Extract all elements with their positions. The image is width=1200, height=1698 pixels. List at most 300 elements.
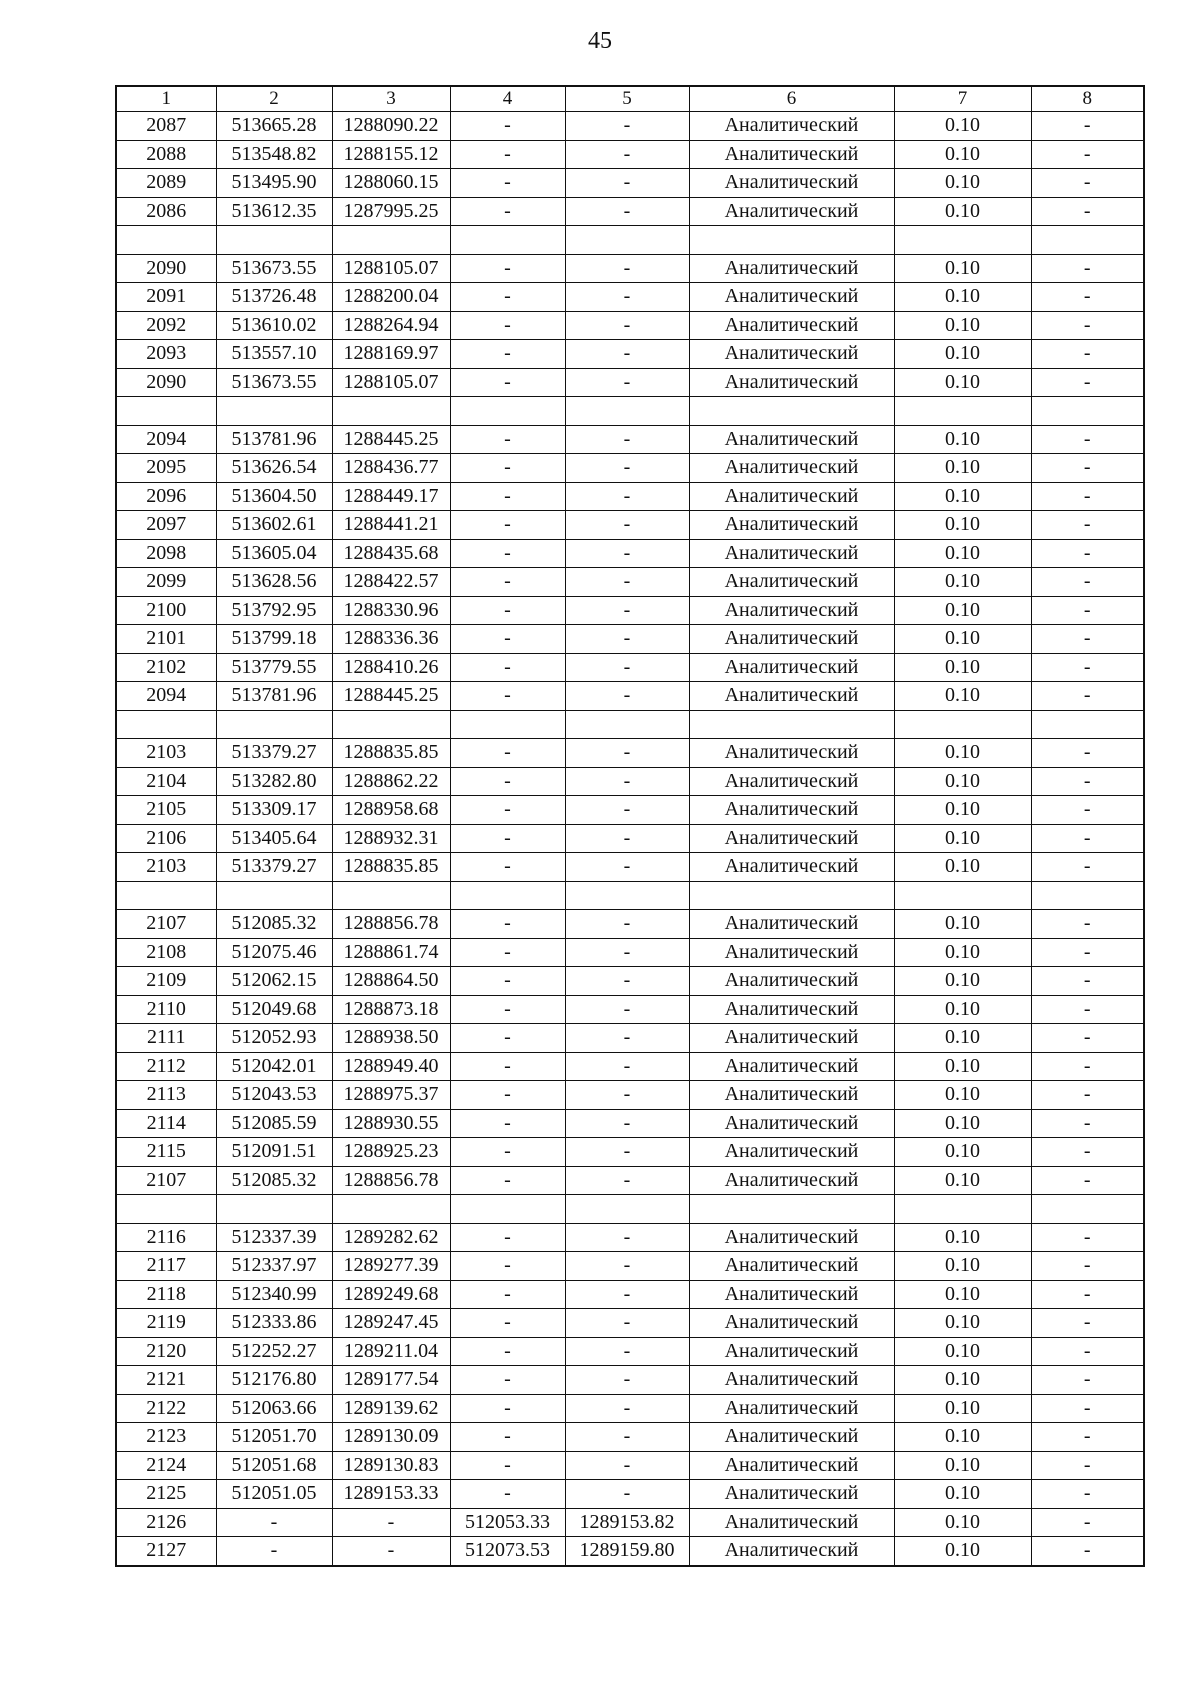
table-cell: 512051.68	[216, 1451, 332, 1480]
table-cell: -	[1031, 739, 1144, 768]
table-cell-empty	[1031, 881, 1144, 910]
table-cell: -	[565, 1280, 689, 1309]
table-cell: -	[1031, 1280, 1144, 1309]
table-cell: Аналитический	[689, 1394, 894, 1423]
table-cell: 2093	[116, 340, 216, 369]
table-cell: 512337.39	[216, 1223, 332, 1252]
table-cell: -	[450, 967, 565, 996]
table-cell: 0.10	[894, 169, 1031, 198]
column-header: 7	[894, 86, 1031, 112]
table-cell-empty	[1031, 397, 1144, 426]
table-cell: -	[450, 910, 565, 939]
table-cell: 2109	[116, 967, 216, 996]
table-cell: -	[565, 283, 689, 312]
table-row	[116, 910, 1144, 939]
table-cell: 513628.56	[216, 568, 332, 597]
table-cell: 1289130.83	[332, 1451, 450, 1480]
table-cell: -	[565, 853, 689, 882]
table-cell: -	[450, 1480, 565, 1509]
table-cell: Аналитический	[689, 169, 894, 198]
table-cell: 0.10	[894, 311, 1031, 340]
table-cell: 512062.15	[216, 967, 332, 996]
table-cell-empty	[565, 881, 689, 910]
table-cell: 1288090.22	[332, 112, 450, 141]
table-cell: -	[1031, 283, 1144, 312]
table-cell: Аналитический	[689, 311, 894, 340]
table-cell: -	[565, 1081, 689, 1110]
table-cell: 1288938.50	[332, 1024, 450, 1053]
table-cell: -	[1031, 910, 1144, 939]
table-cell: 1288330.96	[332, 596, 450, 625]
table-cell: 0.10	[894, 425, 1031, 454]
table-cell: 0.10	[894, 653, 1031, 682]
table-cell: 1288930.55	[332, 1109, 450, 1138]
table-cell-empty	[894, 397, 1031, 426]
table-cell: 1288155.12	[332, 140, 450, 169]
table-cell: 2105	[116, 796, 216, 825]
table-cell: 0.10	[894, 1138, 1031, 1167]
table-cell: 2095	[116, 454, 216, 483]
column-header: 4	[450, 86, 565, 112]
table-cell-empty	[116, 881, 216, 910]
table-cell: 1288410.26	[332, 653, 450, 682]
table-cell: 513282.80	[216, 767, 332, 796]
table-cell-empty	[116, 1195, 216, 1224]
table-cell: -	[1031, 311, 1144, 340]
table-row	[116, 739, 1144, 768]
table-cell-empty	[1031, 1195, 1144, 1224]
table-cell: -	[450, 311, 565, 340]
table-cell: -	[450, 1280, 565, 1309]
table-cell: 1289247.45	[332, 1309, 450, 1338]
table-cell: 2104	[116, 767, 216, 796]
table-cell: Аналитический	[689, 1309, 894, 1338]
table-cell: 513792.95	[216, 596, 332, 625]
table-cell: 2120	[116, 1337, 216, 1366]
table-cell: Аналитический	[689, 910, 894, 939]
table-cell: 0.10	[894, 254, 1031, 283]
table-cell: -	[332, 1537, 450, 1566]
table-cell: -	[450, 739, 565, 768]
table-cell: 512091.51	[216, 1138, 332, 1167]
table-cell: 2097	[116, 511, 216, 540]
table-cell-empty	[450, 226, 565, 255]
table-cell: -	[1031, 596, 1144, 625]
table-cell: 0.10	[894, 368, 1031, 397]
table-row	[116, 425, 1144, 454]
table-cell: 2119	[116, 1309, 216, 1338]
table-cell: -	[565, 254, 689, 283]
table-cell: 512085.32	[216, 910, 332, 939]
column-header: 5	[565, 86, 689, 112]
table-cell-empty	[1031, 710, 1144, 739]
table-cell: 0.10	[894, 1337, 1031, 1366]
table-cell: Аналитический	[689, 340, 894, 369]
table-cell: 1288925.23	[332, 1138, 450, 1167]
table-cell: 0.10	[894, 568, 1031, 597]
table-separator-row	[116, 1195, 1144, 1224]
table-cell: 2098	[116, 539, 216, 568]
table-cell: -	[1031, 853, 1144, 882]
table-cell: 1288200.04	[332, 283, 450, 312]
table-cell: 0.10	[894, 511, 1031, 540]
table-cell: 2091	[116, 283, 216, 312]
table-cell: 512063.66	[216, 1394, 332, 1423]
table-cell: 0.10	[894, 995, 1031, 1024]
table-cell: 1289153.33	[332, 1480, 450, 1509]
table-cell: 0.10	[894, 596, 1031, 625]
table-cell-empty	[450, 710, 565, 739]
table-cell: -	[450, 1166, 565, 1195]
table-cell: 2094	[116, 682, 216, 711]
table-cell: 512075.46	[216, 938, 332, 967]
table-row	[116, 995, 1144, 1024]
table-cell: 2107	[116, 1166, 216, 1195]
table-cell-empty	[216, 226, 332, 255]
table-cell: 513309.17	[216, 796, 332, 825]
table-cell: -	[1031, 1252, 1144, 1281]
table-cell: 0.10	[894, 682, 1031, 711]
table-row	[116, 1081, 1144, 1110]
table-row	[116, 1309, 1144, 1338]
table-cell-empty	[565, 710, 689, 739]
table-cell: -	[450, 1337, 565, 1366]
table-header-row	[116, 86, 1144, 112]
table-cell-empty	[116, 226, 216, 255]
table-cell: -	[1031, 1138, 1144, 1167]
table-cell: 2088	[116, 140, 216, 169]
table-cell-empty	[332, 1195, 450, 1224]
table-separator-row	[116, 710, 1144, 739]
table-cell: -	[450, 1309, 565, 1338]
table-cell: 512176.80	[216, 1366, 332, 1395]
table-cell: Аналитический	[689, 1166, 894, 1195]
table-cell: 1289130.09	[332, 1423, 450, 1452]
table-row	[116, 1480, 1144, 1509]
table-cell: 1289211.04	[332, 1337, 450, 1366]
table-cell-empty	[689, 710, 894, 739]
table-cell: Аналитический	[689, 283, 894, 312]
table-cell: 1288975.37	[332, 1081, 450, 1110]
table-cell: 0.10	[894, 482, 1031, 511]
table-cell: -	[1031, 140, 1144, 169]
table-cell: 1288862.22	[332, 767, 450, 796]
table-cell: -	[450, 1138, 565, 1167]
table-row	[116, 283, 1144, 312]
table-cell: 513405.64	[216, 824, 332, 853]
table-cell: 0.10	[894, 1508, 1031, 1537]
table-cell: 1288336.36	[332, 625, 450, 654]
table-row	[116, 511, 1144, 540]
table-cell: 0.10	[894, 1024, 1031, 1053]
table-cell: -	[565, 169, 689, 198]
page-number: 45	[588, 28, 612, 54]
table-cell: 2100	[116, 596, 216, 625]
table-cell: -	[1031, 1366, 1144, 1395]
table-row	[116, 1537, 1144, 1566]
table-cell: Аналитический	[689, 1451, 894, 1480]
table-cell-empty	[216, 710, 332, 739]
table-cell: 513779.55	[216, 653, 332, 682]
table-cell: 1289153.82	[565, 1508, 689, 1537]
table-cell: 0.10	[894, 1252, 1031, 1281]
table-cell: -	[450, 596, 565, 625]
table-cell: -	[565, 938, 689, 967]
table-cell: -	[1031, 938, 1144, 967]
table-cell: 0.10	[894, 853, 1031, 882]
table-row	[116, 767, 1144, 796]
table-row	[116, 1394, 1144, 1423]
table-cell: -	[1031, 625, 1144, 654]
table-cell: 0.10	[894, 1366, 1031, 1395]
table-cell: 0.10	[894, 910, 1031, 939]
table-cell: -	[450, 169, 565, 198]
table-row	[116, 1337, 1144, 1366]
table-cell: -	[450, 1109, 565, 1138]
table-cell: -	[565, 311, 689, 340]
table-row	[116, 653, 1144, 682]
table-cell: 2092	[116, 311, 216, 340]
table-cell: 512042.01	[216, 1052, 332, 1081]
table-cell: -	[1031, 254, 1144, 283]
table-cell-empty	[450, 397, 565, 426]
table-cell: 512052.93	[216, 1024, 332, 1053]
table-cell: -	[1031, 425, 1144, 454]
table-cell: 2114	[116, 1109, 216, 1138]
table-row	[116, 368, 1144, 397]
table-cell: -	[565, 995, 689, 1024]
table-cell: -	[565, 1109, 689, 1138]
table-cell: 513602.61	[216, 511, 332, 540]
table-row	[116, 1252, 1144, 1281]
table-row	[116, 1366, 1144, 1395]
table-cell: -	[1031, 1223, 1144, 1252]
table-cell: -	[450, 796, 565, 825]
table-cell: -	[450, 112, 565, 141]
table-cell: -	[565, 1337, 689, 1366]
table-cell: -	[565, 340, 689, 369]
column-header: 2	[216, 86, 332, 112]
table-cell: Аналитический	[689, 254, 894, 283]
table-cell: -	[565, 739, 689, 768]
table-cell: Аналитический	[689, 1280, 894, 1309]
table-cell: Аналитический	[689, 1138, 894, 1167]
table-cell: 1288445.25	[332, 425, 450, 454]
table-cell: -	[450, 368, 565, 397]
table-cell: 1288861.74	[332, 938, 450, 967]
table-cell-empty	[450, 1195, 565, 1224]
table-cell: 2124	[116, 1451, 216, 1480]
table-cell: Аналитический	[689, 796, 894, 825]
table-cell-empty	[450, 881, 565, 910]
table-cell: 2110	[116, 995, 216, 1024]
table-cell: -	[565, 1252, 689, 1281]
table-row	[116, 454, 1144, 483]
table-cell: -	[565, 425, 689, 454]
table-row	[116, 1423, 1144, 1452]
table-cell-empty	[689, 1195, 894, 1224]
table-cell: 513673.55	[216, 254, 332, 283]
table-cell: Аналитический	[689, 1223, 894, 1252]
table-cell: -	[450, 653, 565, 682]
table-cell: 0.10	[894, 340, 1031, 369]
table-cell: 2107	[116, 910, 216, 939]
table-cell: -	[1031, 1166, 1144, 1195]
table-row	[116, 1109, 1144, 1138]
table-cell: -	[450, 938, 565, 967]
table-cell: Аналитический	[689, 938, 894, 967]
table-cell: 1287995.25	[332, 197, 450, 226]
table-cell: 512043.53	[216, 1081, 332, 1110]
table-cell: 1288932.31	[332, 824, 450, 853]
table-cell: 0.10	[894, 112, 1031, 141]
table-cell: -	[450, 995, 565, 1024]
table-cell: -	[450, 767, 565, 796]
table-cell: 0.10	[894, 967, 1031, 996]
table-cell: -	[565, 682, 689, 711]
table-cell-empty	[894, 226, 1031, 255]
table-cell: -	[216, 1508, 332, 1537]
table-cell-empty	[332, 881, 450, 910]
table-cell: -	[565, 197, 689, 226]
table-cell: 513626.54	[216, 454, 332, 483]
table-cell: Аналитический	[689, 539, 894, 568]
table-cell: 0.10	[894, 1109, 1031, 1138]
table-cell: Аналитический	[689, 739, 894, 768]
table-cell: 512049.68	[216, 995, 332, 1024]
table-cell: -	[450, 1081, 565, 1110]
table-row	[116, 967, 1144, 996]
table-cell: 2099	[116, 568, 216, 597]
table-cell: 2117	[116, 1252, 216, 1281]
table-cell: 512252.27	[216, 1337, 332, 1366]
table-cell: 512051.05	[216, 1480, 332, 1509]
table-cell: -	[1031, 511, 1144, 540]
table-cell: 1288060.15	[332, 169, 450, 198]
table-cell: 0.10	[894, 938, 1031, 967]
table-cell: -	[450, 824, 565, 853]
table-cell: 1288835.85	[332, 853, 450, 882]
table-cell: 0.10	[894, 739, 1031, 768]
table-cell: 2118	[116, 1280, 216, 1309]
table-cell: Аналитический	[689, 1024, 894, 1053]
table-separator-row	[116, 881, 1144, 910]
table-cell: 2089	[116, 169, 216, 198]
table-cell: -	[450, 625, 565, 654]
table-cell: 1289277.39	[332, 1252, 450, 1281]
table-cell: -	[1031, 482, 1144, 511]
table-cell: 0.10	[894, 1052, 1031, 1081]
table-cell-empty	[565, 397, 689, 426]
table-cell-empty	[216, 1195, 332, 1224]
table-cell-empty	[116, 397, 216, 426]
table-cell: 1288958.68	[332, 796, 450, 825]
table-cell: 1288449.17	[332, 482, 450, 511]
table-cell: 0.10	[894, 796, 1031, 825]
table-cell: 513665.28	[216, 112, 332, 141]
table-cell: 0.10	[894, 824, 1031, 853]
table-cell: -	[1031, 1508, 1144, 1537]
table-cell: -	[565, 112, 689, 141]
table-cell: 1288835.85	[332, 739, 450, 768]
table-row	[116, 568, 1144, 597]
table-cell: -	[565, 1052, 689, 1081]
table-cell: -	[565, 1366, 689, 1395]
table-cell: 512333.86	[216, 1309, 332, 1338]
table-cell: 513799.18	[216, 625, 332, 654]
table-cell-empty	[689, 881, 894, 910]
table-cell: Аналитический	[689, 1052, 894, 1081]
table-cell: -	[565, 1451, 689, 1480]
table-cell: Аналитический	[689, 767, 894, 796]
table-cell: -	[450, 254, 565, 283]
table-cell: -	[565, 824, 689, 853]
table-cell: 1288105.07	[332, 368, 450, 397]
table-cell: 1289249.68	[332, 1280, 450, 1309]
table-cell: -	[1031, 796, 1144, 825]
table-cell: 1288949.40	[332, 1052, 450, 1081]
table-cell: 2126	[116, 1508, 216, 1537]
table-cell: -	[1031, 824, 1144, 853]
table-cell: -	[565, 368, 689, 397]
column-header: 3	[332, 86, 450, 112]
table-cell: -	[565, 1394, 689, 1423]
table-cell: -	[565, 910, 689, 939]
table-cell: Аналитический	[689, 625, 894, 654]
table-cell: 1289159.80	[565, 1537, 689, 1566]
table-cell: 1288856.78	[332, 1166, 450, 1195]
table-cell-empty	[689, 226, 894, 255]
table-row	[116, 482, 1144, 511]
table-cell: Аналитический	[689, 653, 894, 682]
table-cell: -	[565, 625, 689, 654]
table-cell: 513612.35	[216, 197, 332, 226]
table-row	[116, 539, 1144, 568]
table-cell: -	[1031, 1423, 1144, 1452]
table-cell: 1288856.78	[332, 910, 450, 939]
table-cell-empty	[116, 710, 216, 739]
table-cell-empty	[565, 1195, 689, 1224]
table-cell: Аналитический	[689, 1480, 894, 1509]
table-cell: -	[450, 340, 565, 369]
table-row	[116, 853, 1144, 882]
table-cell: 512053.33	[450, 1508, 565, 1537]
table-cell: -	[450, 1024, 565, 1053]
table-cell: 0.10	[894, 767, 1031, 796]
table-cell: -	[1031, 1081, 1144, 1110]
table-cell: -	[1031, 967, 1144, 996]
table-row	[116, 796, 1144, 825]
table-cell: Аналитический	[689, 568, 894, 597]
table-cell: 2086	[116, 197, 216, 226]
table-row	[116, 169, 1144, 198]
table-row	[116, 1223, 1144, 1252]
table-row	[116, 340, 1144, 369]
table-cell: 2112	[116, 1052, 216, 1081]
table-cell: 513379.27	[216, 853, 332, 882]
table-cell-empty	[216, 881, 332, 910]
table-cell: -	[1031, 1394, 1144, 1423]
column-header: 1	[116, 86, 216, 112]
table-cell: -	[450, 425, 565, 454]
table-cell: 512051.70	[216, 1423, 332, 1452]
table-cell: 513781.96	[216, 425, 332, 454]
table-row	[116, 1280, 1144, 1309]
table-cell: 513548.82	[216, 140, 332, 169]
table-cell: 1288873.18	[332, 995, 450, 1024]
table-row	[116, 254, 1144, 283]
table-cell: Аналитический	[689, 482, 894, 511]
